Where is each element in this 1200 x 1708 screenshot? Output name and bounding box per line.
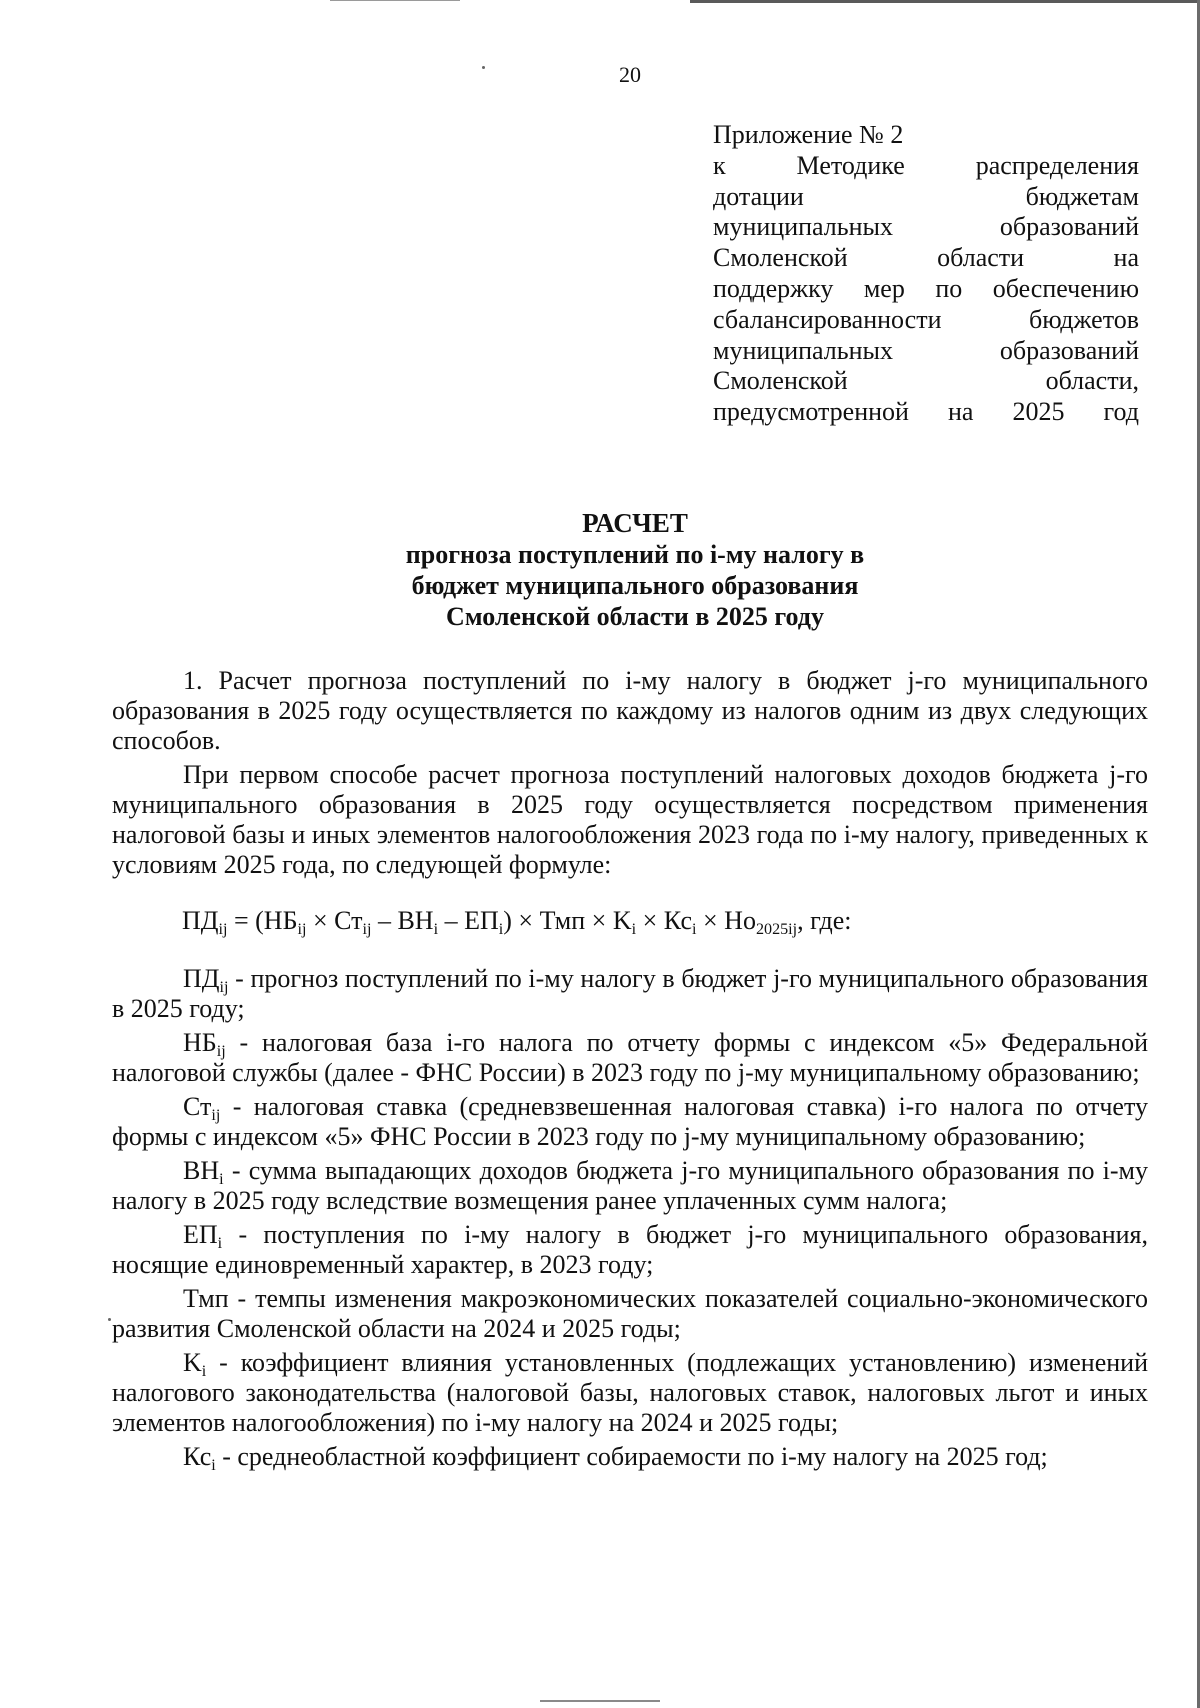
appendix-line: Смоленской области,: [713, 366, 1139, 396]
appendix-line: Смоленской области на: [713, 243, 1139, 273]
appendix-block: [713, 120, 1139, 428]
scan-edge-bottom: [540, 1700, 660, 1702]
scan-speck: [108, 1318, 111, 1321]
paragraph: При первом способе расчет прогноза поступлений налоговых доходов бюджета j-го муниципального образования в 2025 году осуществляется посредством применения налоговой базы и иных элементов налогообложения 2023 года по i-му налогу, приведенных к условиям 2025 года, по следующей формуле:: [112, 760, 1148, 879]
appendix-line: дотации бюджетам: [713, 181, 1139, 211]
appendix-title: Приложение № 2: [713, 120, 904, 149]
heading-line: прогноза поступлений по i-му налогу в: [405, 540, 865, 569]
heading-title: РАСЧЕТ: [582, 508, 688, 538]
appendix-line: муниципальных образований: [713, 335, 1139, 365]
definition: $K_i$ - коэффициент влияния установленных (подлежащих установлению) изменений налогового законодательства (налоговой базы, налоговых ставок, налоговых льгот и иных элементов налогообложения) по i-му налогу на 2024 и 2025 годы;: [112, 1348, 1148, 1437]
definition: $ПД_{ij}$ - прогноз поступлений по i-му налогу в бюджет j-го муниципального образования в 2025 году;: [112, 964, 1148, 1023]
heading-line: Смоленской области в 2025 году: [446, 602, 824, 631]
scan-edge-top: [690, 0, 1200, 3]
document-heading: [150, 508, 1120, 632]
scan-edge-top-left: [330, 0, 460, 1]
definition: $ЕП_i$ - поступления по i-му налогу в бюджет j-го муниципального образования, носящие единовременный характер, в 2023 году;: [112, 1220, 1148, 1279]
formula: $ПД_{ij} = (НБ_{ij} \times Ст_{ij} - ВН_i - ЕП_i)$ × Тмп × $K_i \times Кс_i \times Но_{2025ij}$, где:: [182, 906, 852, 938]
definition: Тмп - темпы изменения макроэкономических показателей социально-экономического развития Смоленской области на 2024 и 2025 годы;: [112, 1284, 1148, 1343]
definition: $Кс_i$ - среднеобластной коэффициент собираемости по i-му налогу на 2025 год;: [183, 1442, 1048, 1474]
appendix-line: предусмотренной на 2025 год: [713, 397, 1139, 427]
document-body: [112, 666, 1148, 1476]
appendix-line: сбалансированности бюджетов: [713, 304, 1139, 334]
paragraph: 1. Расчет прогноза поступлений по i-му налогу в бюджет j-го муниципального образования в 2025 году осуществляется по каждому из налогов одним из двух следующих способов.: [112, 666, 1148, 755]
heading-line: бюджет муниципального образования: [411, 571, 859, 600]
definition: $НБ_{ij}$ - налоговая база i-го налога по отчету формы с индексом «5» Федеральной налоговой службы (далее - ФНС России) в 2023 году по j-му муниципальному образованию;: [112, 1028, 1148, 1087]
page-number: 20: [619, 62, 641, 87]
appendix-line: муниципальных образований: [713, 212, 1139, 242]
definition: $ВН_i$ - сумма выпадающих доходов бюджета j-го муниципального образования по i-му налогу в 2025 году вследствие возмещения ранее уплаченных сумм налога;: [112, 1156, 1148, 1215]
appendix-line: поддержку мер по обеспечению: [713, 273, 1139, 303]
appendix-line: к Методике распределения: [713, 150, 1139, 180]
definition: $Ст_{ij}$ - налоговая ставка (средневзвешенная налоговая ставка) i-го налога по отчету формы с индексом «5» ФНС России в 2023 году по j-му муниципальному образованию;: [112, 1092, 1148, 1151]
